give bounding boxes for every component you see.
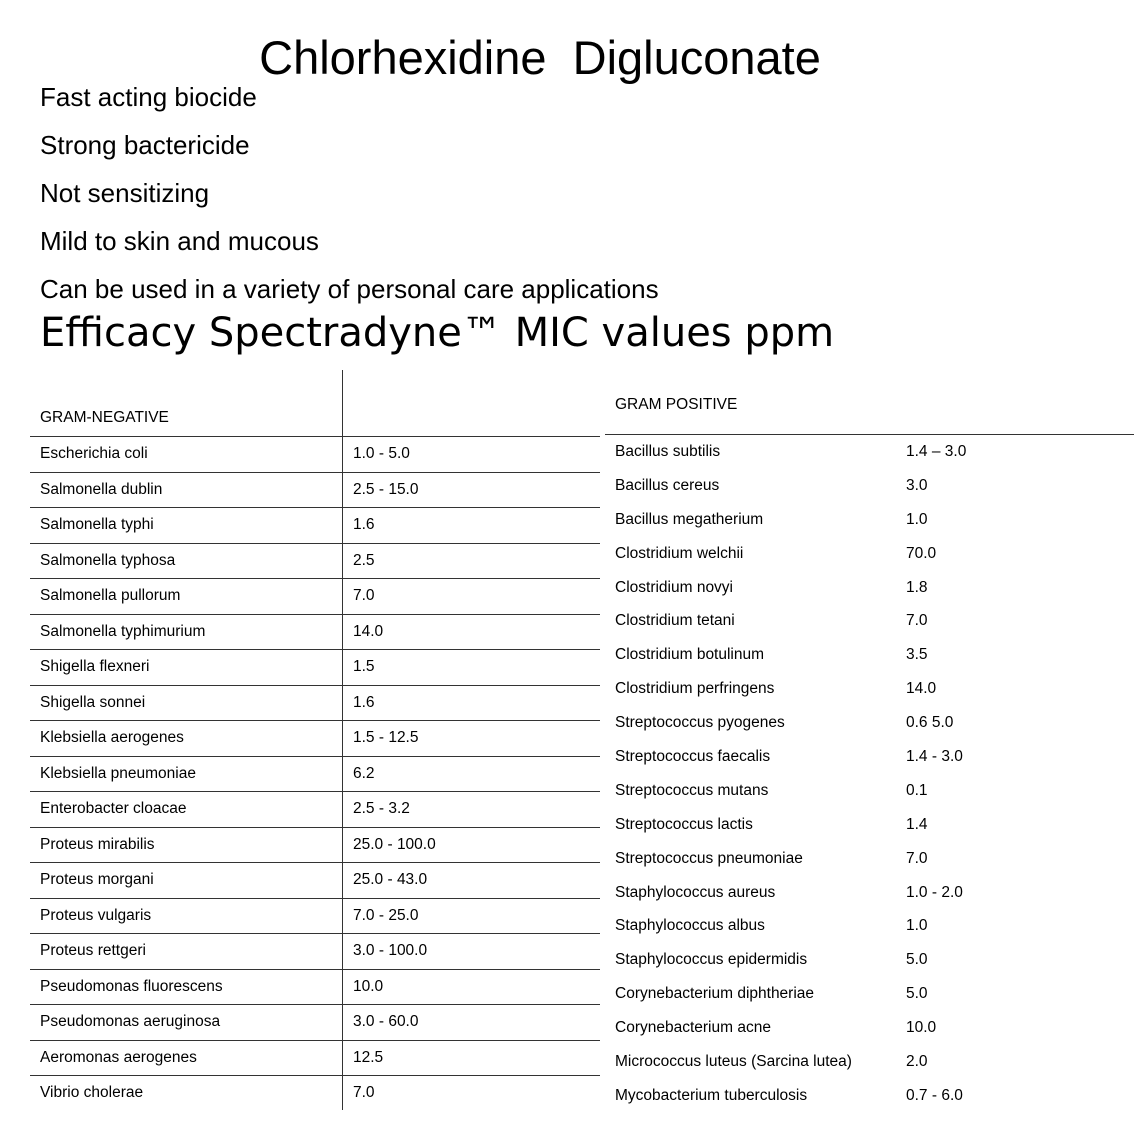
- table-row: [605, 604, 1134, 638]
- organism-name: Clostridium novyi: [615, 578, 734, 596]
- mic-value: 1.6: [343, 685, 601, 721]
- organism-name: Escherichia coli: [30, 437, 343, 473]
- organism-name: Enterobacter cloacae: [30, 792, 343, 828]
- feature-item: Not sensitizing: [40, 178, 210, 208]
- table-row: [605, 740, 1134, 774]
- gram-positive-table: [605, 388, 1134, 1113]
- mic-value: 25.0 - 43.0: [343, 863, 601, 899]
- mic-value: 2.5 - 3.2: [343, 792, 601, 828]
- organism-name: Aeromonas aerogenes: [30, 1040, 343, 1076]
- organism-name: Bacillus subtilis: [615, 442, 721, 460]
- mic-value: 7.0: [343, 579, 601, 615]
- table-row: [30, 1040, 600, 1076]
- organism-name: Bacillus megatherium: [615, 510, 764, 528]
- mic-value: 70.0: [906, 544, 937, 562]
- table-row: [605, 571, 1134, 605]
- organism-name: Corynebacterium acne: [615, 1019, 771, 1037]
- organism-name: Klebsiella pneumoniae: [30, 756, 343, 792]
- table-row: [605, 876, 1134, 910]
- mic-value: 2.5: [343, 543, 601, 579]
- table-row: [30, 1076, 600, 1111]
- table-row: [605, 1079, 1134, 1113]
- mic-value: 7.0: [906, 612, 928, 630]
- table-row: [605, 943, 1134, 977]
- mic-value: 3.0 - 100.0: [343, 934, 601, 970]
- mic-value: 6.2: [343, 756, 601, 792]
- organism-name: Corynebacterium diphtheriae: [615, 985, 815, 1003]
- organism-name: Streptococcus faecalis: [615, 747, 771, 765]
- organism-name: Salmonella typhosa: [30, 543, 343, 579]
- mic-value: 12.5: [343, 1040, 601, 1076]
- feature-list: [40, 78, 659, 318]
- section-subtitle: Efficacy Spectradyne™ MIC values ppm: [40, 310, 835, 356]
- mic-value: 1.0: [906, 510, 928, 528]
- mic-value: 7.0: [906, 849, 928, 867]
- table-row: [605, 842, 1134, 876]
- table-row: [605, 808, 1134, 842]
- table-row: [30, 756, 600, 792]
- table-row: [605, 503, 1134, 537]
- table-row: [605, 706, 1134, 740]
- mic-value: 14.0: [343, 614, 601, 650]
- mic-value: 1.6: [343, 508, 601, 544]
- mic-value: 10.0: [343, 969, 601, 1005]
- mic-value: 10.0: [906, 1019, 937, 1037]
- table-row: [605, 909, 1134, 943]
- mic-value: 1.5: [343, 650, 601, 686]
- mic-value: 7.0: [343, 1076, 601, 1111]
- organism-name: Pseudomonas aeruginosa: [30, 1005, 343, 1041]
- organism-name: Mycobacterium tuberculosis: [615, 1086, 808, 1104]
- gram-positive-header: GRAM POSITIVE: [605, 388, 896, 435]
- table-row: [605, 977, 1134, 1011]
- table-row: [605, 1045, 1134, 1079]
- table-header-row: [30, 370, 600, 437]
- table-row: [605, 1011, 1134, 1045]
- feature-item: Fast acting biocide: [40, 82, 257, 112]
- organism-name: Shigella flexneri: [30, 650, 343, 686]
- organism-name: Proteus rettgeri: [30, 934, 343, 970]
- organism-name: Salmonella dublin: [30, 472, 343, 508]
- feature-item: Mild to skin and mucous: [40, 226, 319, 256]
- header-empty-cell: [896, 388, 1134, 435]
- mic-value: 0.6 5.0: [906, 714, 954, 732]
- table-row: [605, 774, 1134, 808]
- organism-name: Proteus mirabilis: [30, 827, 343, 863]
- organism-name: Clostridium botulinum: [615, 646, 765, 664]
- mic-value: 3.5: [906, 646, 928, 664]
- table-row: [30, 898, 600, 934]
- table-row: [605, 537, 1134, 571]
- table-row: [30, 579, 600, 615]
- organism-name: Staphylococcus aureus: [615, 883, 776, 901]
- table-row: [30, 863, 600, 899]
- mic-value: 5.0: [906, 951, 928, 969]
- organism-name: Proteus vulgaris: [30, 898, 343, 934]
- table-row: [605, 469, 1134, 503]
- header-empty-cell: [343, 370, 601, 437]
- table-row: [30, 472, 600, 508]
- mic-value: 3.0: [906, 476, 928, 494]
- table-row: [30, 721, 600, 757]
- organism-name: Shigella sonnei: [30, 685, 343, 721]
- organism-name: Staphylococcus albus: [615, 917, 765, 935]
- table-row: [605, 672, 1134, 706]
- mic-value: 14.0: [906, 680, 937, 698]
- organism-name: Streptococcus lactis: [615, 815, 753, 833]
- mic-value: 0.7 - 6.0: [906, 1086, 963, 1104]
- table-header-row: [605, 388, 1134, 435]
- table-row: [30, 685, 600, 721]
- gram-negative-header: GRAM-NEGATIVE: [40, 409, 169, 426]
- table-row: [30, 650, 600, 686]
- mic-value: 1.4: [906, 815, 928, 833]
- table-row: [30, 614, 600, 650]
- mic-value: 2.0: [906, 1052, 928, 1070]
- table-row: [30, 437, 600, 473]
- organism-name: Pseudomonas fluorescens: [30, 969, 343, 1005]
- organism-name: Salmonella typhimurium: [30, 614, 343, 650]
- mic-value: 1.4 - 3.0: [906, 747, 963, 765]
- organism-name: Staphylococcus epidermidis: [615, 951, 808, 969]
- organism-name: Streptococcus mutans: [615, 781, 769, 799]
- organism-name: Klebsiella aerogenes: [30, 721, 343, 757]
- page-title: Chlorhexidine Digluconate: [259, 31, 821, 84]
- mic-value: 25.0 - 100.0: [343, 827, 601, 863]
- organism-name: Clostridium tetani: [615, 612, 735, 630]
- mic-value: 5.0: [906, 985, 928, 1003]
- mic-value: 1.0 - 5.0: [343, 437, 601, 473]
- mic-value: 1.4 – 3.0: [906, 442, 967, 460]
- mic-value: 3.0 - 60.0: [343, 1005, 601, 1041]
- table-row: [30, 543, 600, 579]
- table-row: [605, 638, 1134, 672]
- organism-name: Salmonella typhi: [30, 508, 343, 544]
- mic-value: 1.0: [906, 917, 928, 935]
- mic-value: 2.5 - 15.0: [343, 472, 601, 508]
- table-row: [30, 827, 600, 863]
- feature-item: Can be used in a variety of personal care applications: [40, 274, 659, 304]
- table-row: [30, 969, 600, 1005]
- organism-name: Clostridium perfringens: [615, 680, 775, 698]
- organism-name: Vibrio cholerae: [30, 1076, 343, 1111]
- organism-name: Bacillus cereus: [615, 476, 720, 494]
- mic-value: 0.1: [906, 781, 928, 799]
- feature-item: Strong bactericide: [40, 130, 250, 160]
- mic-value: 7.0 - 25.0: [343, 898, 601, 934]
- table-row: [605, 435, 1134, 469]
- table-row: [30, 934, 600, 970]
- table-row: [30, 1005, 600, 1041]
- gram-negative-table: [30, 370, 600, 1110]
- organism-name: Streptococcus pyogenes: [615, 714, 785, 732]
- mic-value: 1.5 - 12.5: [343, 721, 601, 757]
- table-row: [30, 508, 600, 544]
- organism-name: Clostridium welchii: [615, 544, 744, 562]
- organism-name: Salmonella pullorum: [30, 579, 343, 615]
- organism-name: Proteus morgani: [30, 863, 343, 899]
- mic-value: 1.0 - 2.0: [906, 883, 963, 901]
- table-row: [30, 792, 600, 828]
- organism-name: Micrococcus luteus (Sarcina lutea): [615, 1052, 852, 1070]
- organism-name: Streptococcus pneumoniae: [615, 849, 803, 867]
- mic-value: 1.8: [906, 578, 928, 596]
